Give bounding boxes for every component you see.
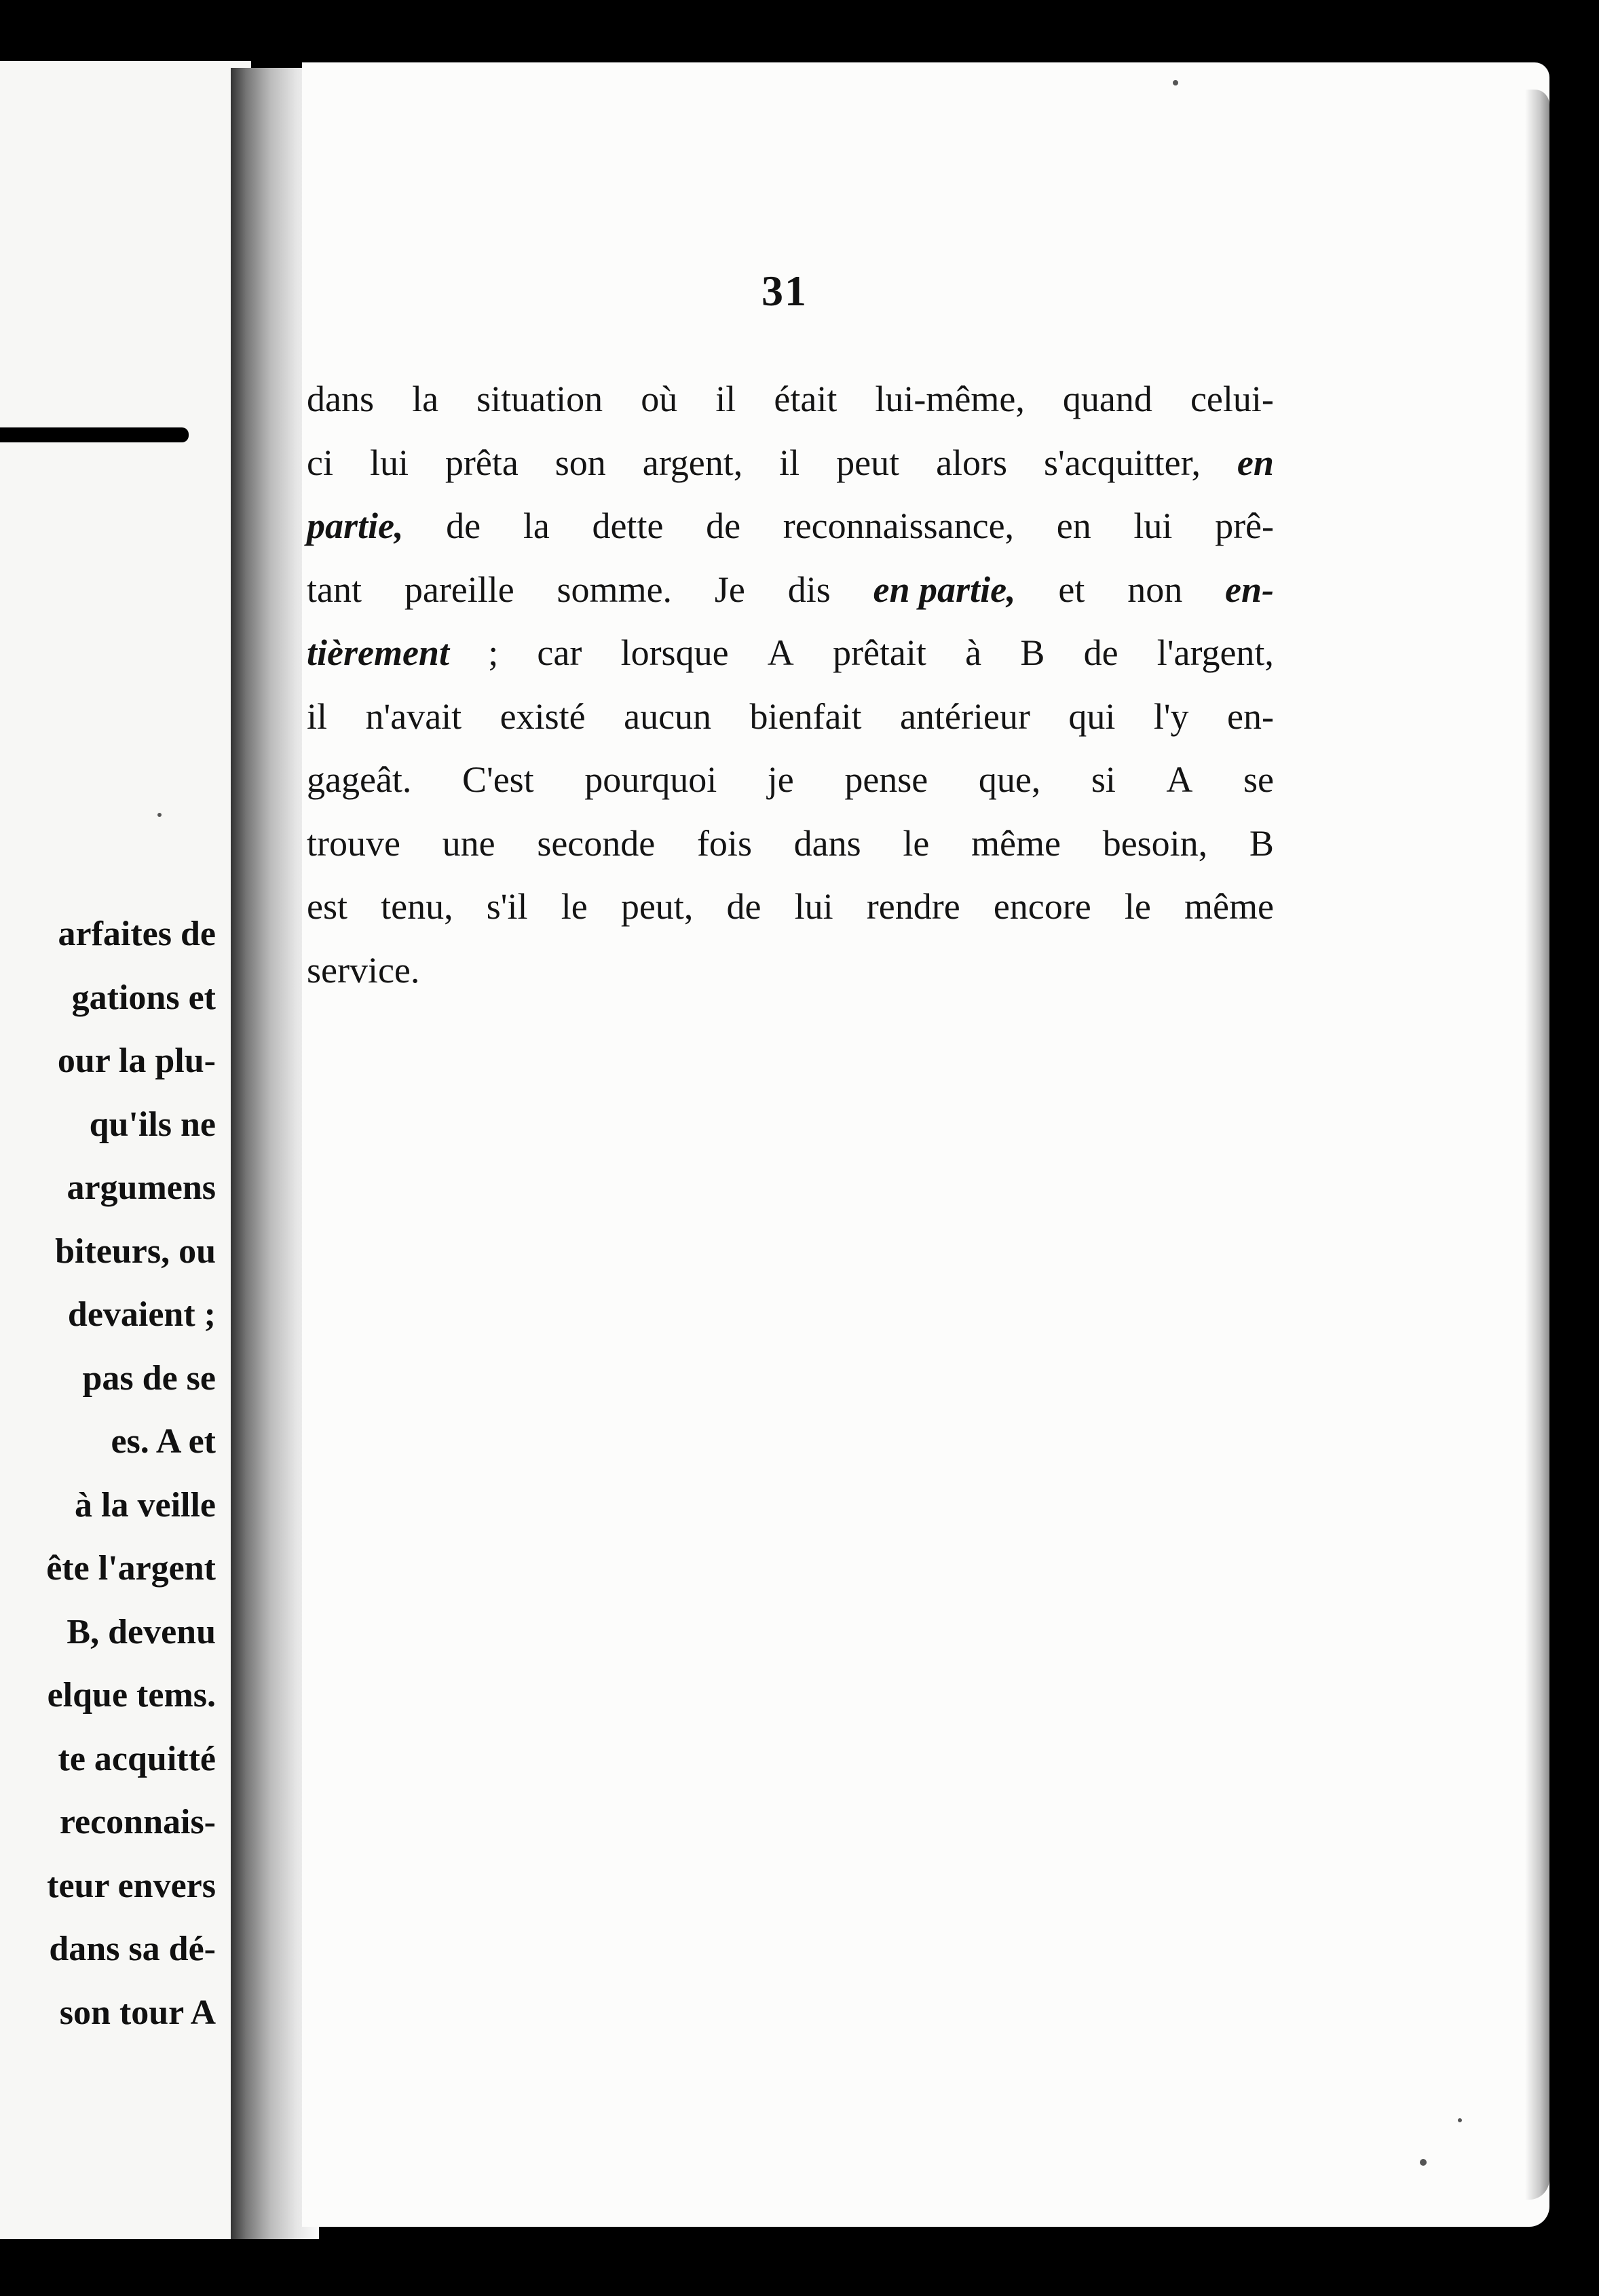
body-text [307, 368, 1274, 1002]
word: était [774, 379, 838, 419]
word: reconnaissance, [783, 505, 1015, 546]
previous-page [0, 61, 251, 2239]
word: lui [1133, 505, 1173, 546]
word: Je [714, 569, 745, 610]
word: celui- [1190, 379, 1274, 419]
paper-speck [157, 813, 162, 817]
word: tant [307, 569, 362, 610]
word: il [307, 695, 328, 737]
word: situation [476, 379, 603, 419]
word: lorsque [620, 632, 729, 673]
word: lui-même, [875, 379, 1025, 419]
word: antérieur [899, 695, 1030, 737]
word: l'y [1153, 695, 1189, 737]
previous-page-line: devaient ; [67, 1295, 216, 1334]
word: prê- [1215, 505, 1274, 546]
word: service. [307, 949, 420, 991]
word: de [706, 505, 741, 546]
word: qui [1068, 695, 1116, 737]
word: pourquoi [584, 759, 717, 800]
word: quand [1062, 379, 1152, 419]
word: en partie, [873, 569, 1016, 610]
word: besoin, [1102, 822, 1208, 864]
word: lui [794, 886, 833, 927]
previous-page-line: son tour A [59, 1993, 216, 2032]
word: encore [993, 886, 1091, 927]
word: son [554, 442, 606, 483]
word: le [561, 886, 588, 927]
text-line [307, 812, 1274, 876]
text-line [307, 939, 1274, 1003]
word: ci [307, 442, 333, 483]
page-edge-shadow [1525, 90, 1549, 2200]
previous-page-line: reconnais- [59, 1803, 216, 1841]
previous-page-text [46, 902, 216, 2044]
word: où [641, 379, 678, 419]
previous-page-line: biteurs, ou [55, 1231, 216, 1271]
word: s'acquitter, [1043, 442, 1201, 483]
word: C'est [462, 759, 534, 800]
previous-page-line: te acquitté [58, 1739, 216, 1778]
word: partie, [307, 505, 404, 546]
word: à [965, 632, 982, 673]
word: seconde [537, 822, 656, 864]
word: tièrement [307, 632, 449, 673]
word: le [903, 822, 930, 864]
text-line [307, 558, 1274, 622]
word: B [1020, 632, 1045, 673]
word: car [537, 632, 582, 673]
section-rule [0, 427, 189, 442]
word: peut [836, 442, 900, 483]
word: fois [696, 822, 752, 864]
word: de [1083, 632, 1118, 673]
word: le [1124, 886, 1151, 927]
word: est [307, 886, 347, 927]
word: prêta [445, 442, 519, 483]
previous-page-line: B, devenu [67, 1612, 216, 1651]
previous-page-line: pas de se [82, 1358, 216, 1398]
text-line [307, 368, 1274, 432]
word: aucun [624, 695, 712, 737]
word: dans [307, 379, 374, 419]
paper-speck [1420, 2159, 1427, 2166]
word: B [1249, 822, 1274, 864]
word: argent, [642, 442, 743, 483]
word: ; [488, 632, 499, 673]
word: A [1166, 759, 1193, 800]
previous-page-line: arfaites de [58, 915, 216, 953]
word: somme. [557, 569, 673, 610]
word: si [1091, 759, 1116, 800]
previous-page-line: qu'ils ne [89, 1105, 216, 1144]
word: il [779, 442, 800, 483]
word: rendre [866, 886, 960, 927]
word: prêtait [832, 632, 926, 673]
word: trouve [307, 822, 400, 864]
word: la [412, 379, 439, 419]
paper-speck [1458, 2118, 1462, 2122]
word: et [1058, 569, 1085, 610]
word: dette [592, 505, 664, 546]
word: lui [369, 442, 409, 483]
word: je [767, 759, 794, 800]
text-line [307, 432, 1274, 495]
previous-page-line: dans sa dé- [49, 1930, 216, 1968]
word: gageât. [307, 759, 412, 800]
word: que, [978, 759, 1041, 800]
word: n'avait [365, 695, 462, 737]
previous-page-line: teur envers [47, 1866, 216, 1905]
word: en [1237, 442, 1274, 483]
word: dis [787, 569, 831, 610]
word: pareille [404, 569, 514, 610]
word: en [1056, 505, 1091, 546]
word: bienfait [749, 695, 862, 737]
word: en- [1225, 569, 1274, 610]
text-line [307, 621, 1274, 685]
word: la [523, 505, 550, 546]
text-line [307, 748, 1274, 812]
word: l'argent, [1156, 632, 1274, 673]
previous-page-line: argumens [67, 1168, 216, 1207]
word: dans [793, 822, 861, 864]
word: une [442, 822, 495, 864]
previous-page-line: gations et [71, 978, 216, 1017]
word: existé [500, 695, 586, 737]
previous-page-line: à la veille [75, 1485, 216, 1525]
word: tenu, [381, 886, 453, 927]
word: s'il [486, 886, 528, 927]
word: il [715, 379, 736, 419]
previous-page-line: elque tems. [47, 1676, 216, 1715]
word: non [1127, 569, 1183, 610]
previous-page-line: ête l'argent [46, 1549, 216, 1588]
word: de [446, 505, 481, 546]
word: A [767, 632, 794, 673]
word: pense [844, 759, 928, 800]
word: même [1184, 886, 1274, 927]
word: en- [1227, 695, 1274, 737]
previous-page-line: our la plu- [57, 1041, 216, 1080]
word: même [971, 822, 1061, 864]
word: de [726, 886, 761, 927]
page-number: 31 [761, 267, 808, 315]
text-line [307, 495, 1274, 558]
word: se [1243, 759, 1274, 800]
word: peut, [620, 886, 694, 927]
paper-speck [1173, 80, 1178, 85]
text-line [307, 685, 1274, 749]
word: alors [936, 442, 1008, 483]
text-line [307, 875, 1274, 939]
previous-page-line: es. A et [111, 1422, 216, 1461]
